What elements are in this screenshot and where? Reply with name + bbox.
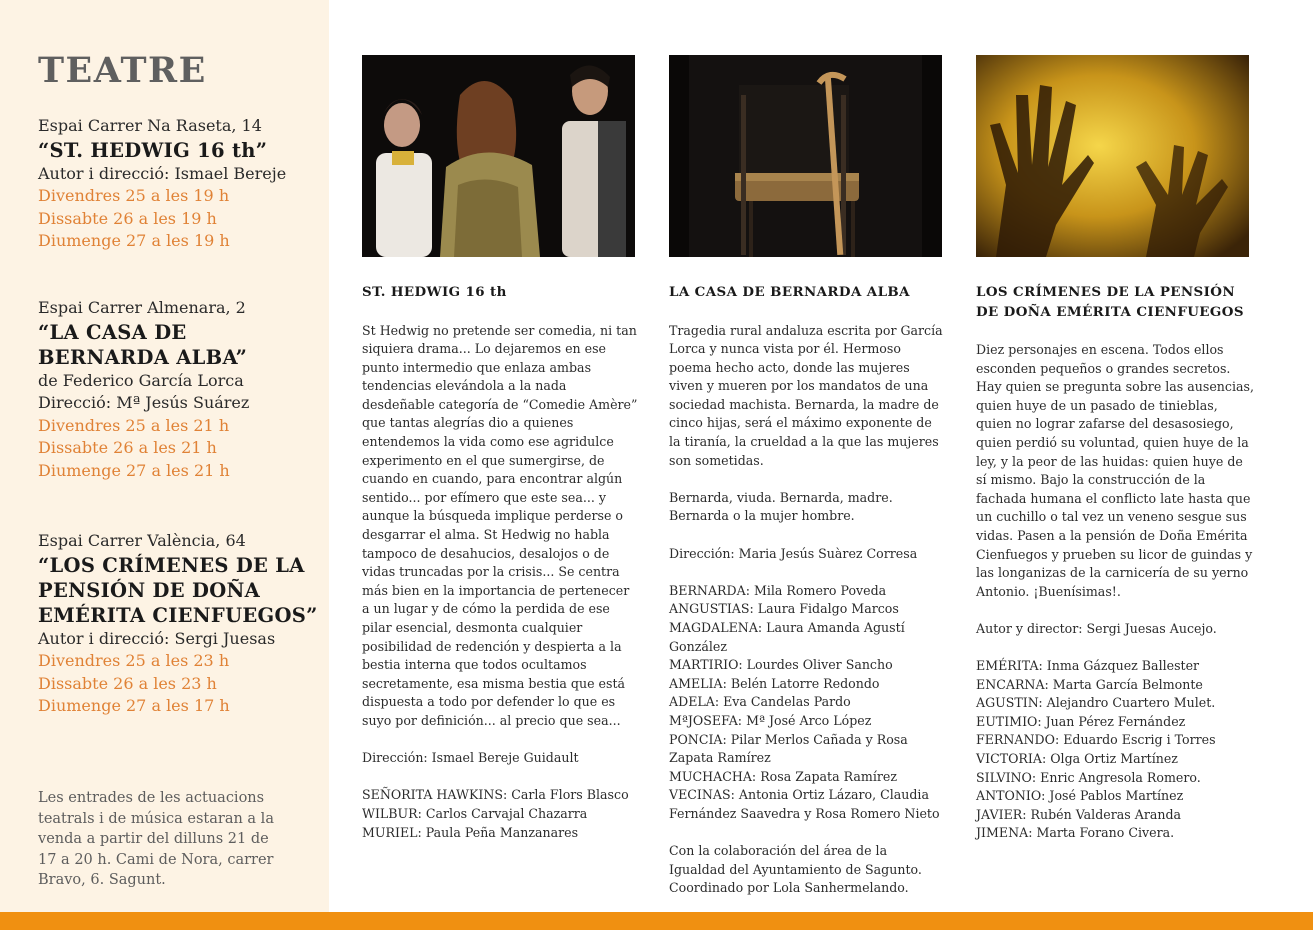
cast-role: JAVIER:: [976, 806, 1027, 822]
show-title: “LOS CRÍMENES DE LA PENSIÓN DE DOÑA EMÉRITA CIENFUEGOS”: [38, 553, 318, 627]
venue-address: Espai Carrer Na Raseta, 14: [38, 116, 262, 135]
chair-image: [669, 55, 942, 257]
cast-role: FERNANDO:: [976, 732, 1060, 748]
cast-role: SEÑORITA HAWKINS:: [362, 787, 508, 803]
cast-row: [976, 824, 1254, 843]
photo-bernarda-alba: [669, 55, 942, 257]
cast-actor: Eduardo Escrig i Torres: [1059, 732, 1216, 748]
cast-row: [362, 786, 640, 805]
cast-role: WILBUR:: [362, 805, 422, 821]
cast-role: ANGUSTIAS:: [669, 601, 754, 617]
sidebar-panel: [0, 0, 329, 912]
cast-role: SILVINO:: [976, 769, 1037, 785]
description-paragraph: Autor y director: Sergi Juesas Aucejo.: [976, 620, 1217, 636]
cast-role: VECINAS:: [669, 787, 735, 803]
show-title: “LA CASA DE BERNARDA ALBA”: [38, 320, 248, 369]
show-listing-bernarda-alba: [38, 297, 278, 482]
show-date: Diumenge 27 a les 21 h: [38, 460, 230, 480]
description-paragraph: Diez personajes en escena. Todos ellos esconden pequeños o grandes secretos. Hay quien se pregunta sobre las ausencias, quien huye de un pasado de tinieblas, quien no lograr zafarse del desasosiego, quien perdió su voluntad, quien huye de la ley, y la peor de las huidas: quien huye de sí mismo. Bajo la construcción de la fachada humana el conflicto late hasta que un cuchillo o tal vez un veneno sesgue sus vidas. Pasen a la pensión de Doña Emérita Cienfuegos y prueben su licor de guindas y las longanizas de la carnicería de su yerno Antonio. ¡Buenísimas!.: [976, 342, 1254, 599]
cast-role: ENCARNA:: [976, 676, 1049, 692]
cast-actor: Eva Candelas Pardo: [719, 694, 851, 710]
cast-list: [362, 786, 640, 842]
cast-role: JIMENA:: [976, 825, 1033, 841]
cast-row: [976, 657, 1254, 676]
show-date: Dissabte 26 a les 21 h: [38, 438, 217, 457]
show-listing-crimenes-pension: [38, 530, 318, 718]
cast-role: EMÉRITA:: [976, 658, 1043, 674]
show-credit: Autor i direcció: Sergi Juesas: [38, 628, 276, 648]
cast-role: BERNARDA:: [669, 582, 750, 598]
show-date: Diumenge 27 a les 19 h: [38, 231, 230, 250]
cast-actor: Juan Pérez Fernández: [1041, 713, 1186, 729]
description-paragraph: Tragedia rural andaluza escrita por García Lorca y nunca vista por él. Hermoso poema hecho acto, donde las mujeres viven y mueren por los mandatos de una sociedad machista. Bernarda, la madre de cinco hijas, será el máximo exponente de la tiranía, la crueldad a la que las mujeres son sometidas.: [669, 322, 943, 468]
cast-row: [669, 675, 947, 694]
cast-actor: Inma Gázquez Ballester: [1042, 658, 1200, 674]
cast-row: [362, 805, 640, 824]
cast-row: [976, 769, 1254, 788]
cast-role: MªJOSEFA:: [669, 712, 743, 728]
cast-role: MURIEL:: [362, 824, 422, 840]
cast-role: AGUSTIN:: [976, 695, 1043, 711]
cast-actor: Laura Fidalgo Marcos: [753, 601, 899, 617]
show-date: Dissabte 26 a les 19 h: [38, 208, 217, 228]
cast-actor: Carlos Carvajal Chazarra: [421, 805, 588, 821]
description-paragraph: Dirección: Ismael Bereje Guidault: [362, 750, 579, 766]
show-listing-st-hedwig: [38, 115, 323, 253]
show-title: “ST. HEDWIG 16 th”: [38, 138, 268, 162]
photo-crimenes-pension: [976, 55, 1249, 257]
cast-row: [669, 600, 947, 619]
cast-row: [976, 806, 1254, 825]
cast-actor: Belén Latorre Redondo: [726, 675, 880, 691]
show-date: Diumenge 27 a les 17 h: [38, 696, 230, 715]
show-credit: de Federico García Lorca: [38, 370, 244, 390]
cast-actor: José Pablos Martínez: [1045, 788, 1184, 804]
description-paragraph: St Hedwig no pretende ser comedia, ni tan siquiera drama... Lo dejaremos en ese punto intermedio que enlaza ambas tendencias elevándola a la nada desdeñable categoría de “Comedie Amère” que tantas alegrías dio a quienes entendemos la vida como ese agridulce experimento en el que sumergirse, de cuando en cuando, para encontrar algún sentido... por efímero que este sea... y aunque la búsqueda implique perderse o desgarrar el alma. St Hedwig no habla tampoco de desahucios, desalojos o de vidas truncadas por la crisis... Se centra más bien en la importancia de pertenecer a un lugar y de cómo la perdida de ese pilar esencial, desmonta cualquier posibilidad de redención y despierta a la bestia interna que todos ocultamos secretamente, esa misma bestia que está dispuesta a todo por defender lo que es suyo por definición... al precio que sea...: [362, 322, 638, 728]
cast-actor: Pilar Merlos Cañada y Rosa Zapata Ramírez: [669, 731, 908, 766]
cast-actor: Paula Peña Manzanares: [421, 824, 579, 840]
cast-row: [669, 786, 947, 823]
cast-actor: Olga Ortiz Martínez: [1046, 751, 1178, 767]
cast-row: [669, 768, 947, 787]
photo-st-hedwig: [362, 55, 635, 257]
show-date: Dissabte 26 a les 23 h: [38, 673, 217, 693]
cast-role: MUCHACHA:: [669, 768, 757, 784]
cast-role: ANTONIO:: [976, 788, 1046, 804]
description-column-st-hedwig: [362, 283, 640, 842]
cast-list: [669, 582, 947, 824]
cast-row: [669, 582, 947, 601]
cast-role: AMELIA:: [669, 675, 727, 691]
cast-list: [976, 657, 1254, 843]
cast-row: [976, 694, 1254, 713]
hands-image: [976, 55, 1249, 257]
show-credit: Autor i direcció: Ismael Bereje: [38, 163, 287, 183]
show-credit: Direcció: Mª Jesús Suárez: [38, 393, 250, 412]
footer-accent-bar: [0, 912, 1313, 930]
show-date: Divendres 25 a les 19 h: [38, 186, 230, 205]
cast-row: [669, 619, 947, 656]
column-heading: ST. HEDWIG 16 th: [362, 284, 507, 300]
ticket-info-note: Les entrades de les actuacions teatrals i de música estaran a la venda a partir del dilluns 21 de 17 a 20 h. Cami de Nora, carrer Bravo, 6. Sagunt.: [38, 790, 274, 888]
cast-actor: Marta García Belmonte: [1048, 676, 1203, 692]
cast-role: MARTIRIO:: [669, 657, 743, 673]
description-paragraph: Dirección: Maria Jesús Suàrez Corresa: [669, 545, 918, 561]
cast-actor: Carla Flors Blasco: [507, 787, 629, 803]
column-heading: LOS CRÍMENES DE LA PENSIÓN DE DOÑA EMÉRITA CIENFUEGOS: [976, 284, 1244, 320]
description-column-bernarda-alba: [669, 283, 947, 917]
venue-address: Espai Carrer Almenara, 2: [38, 298, 246, 317]
show-date: Divendres 25 a les 21 h: [38, 415, 230, 435]
cast-actor: Alejandro Cuartero Mulet.: [1042, 695, 1216, 711]
page-title: TEATRE: [38, 50, 207, 91]
cast-actor: Enric Angresola Romero.: [1036, 769, 1201, 785]
cast-row: [362, 824, 640, 843]
cast-role: EUTIMIO:: [976, 713, 1042, 729]
cast-actor: Mª José Arco López: [742, 712, 872, 728]
cast-actor: Rosa Zapata Ramírez: [756, 768, 897, 784]
cast-row: [669, 693, 947, 712]
cast-actor: Laura Amanda Agustí González: [669, 620, 905, 654]
actors-image: [362, 55, 635, 257]
description-paragraph: Bernarda, viuda. Bernarda, madre. Bernarda o la mujer hombre.: [669, 489, 893, 524]
cast-role: PONCIA:: [669, 731, 727, 747]
cast-actor: Lourdes Oliver Sancho: [742, 657, 893, 673]
cast-role: VICTORIA:: [976, 751, 1047, 767]
cast-actor: Antonia Ortiz Lázaro, Claudia Fernández Saavedra y Rosa Romero Nieto: [669, 787, 940, 821]
credits-paragraph: Con la colaboración del área de la Igualdad del Ayuntamiento de Sagunto. Coordinado por Lola Sanhermelando.: [669, 843, 922, 896]
cast-actor: Mila Romero Poveda: [749, 582, 887, 598]
cast-row: [976, 713, 1254, 732]
cast-row: [669, 712, 947, 731]
cast-row: [976, 787, 1254, 806]
column-heading: LA CASA DE BERNARDA ALBA: [669, 284, 910, 300]
venue-address: Espai Carrer València, 64: [38, 531, 246, 550]
cast-row: [976, 750, 1254, 769]
cast-row: [669, 731, 947, 768]
cast-role: ADELA:: [669, 694, 720, 710]
cast-row: [976, 731, 1254, 750]
cast-row: [976, 676, 1254, 695]
description-column-crimenes-pension: [976, 283, 1254, 843]
cast-actor: Marta Forano Civera.: [1032, 825, 1175, 841]
cast-row: [669, 656, 947, 675]
cast-actor: Rubén Valderas Aranda: [1026, 806, 1182, 822]
cast-role: MAGDALENA:: [669, 620, 763, 635]
show-date: Divendres 25 a les 23 h: [38, 651, 230, 670]
